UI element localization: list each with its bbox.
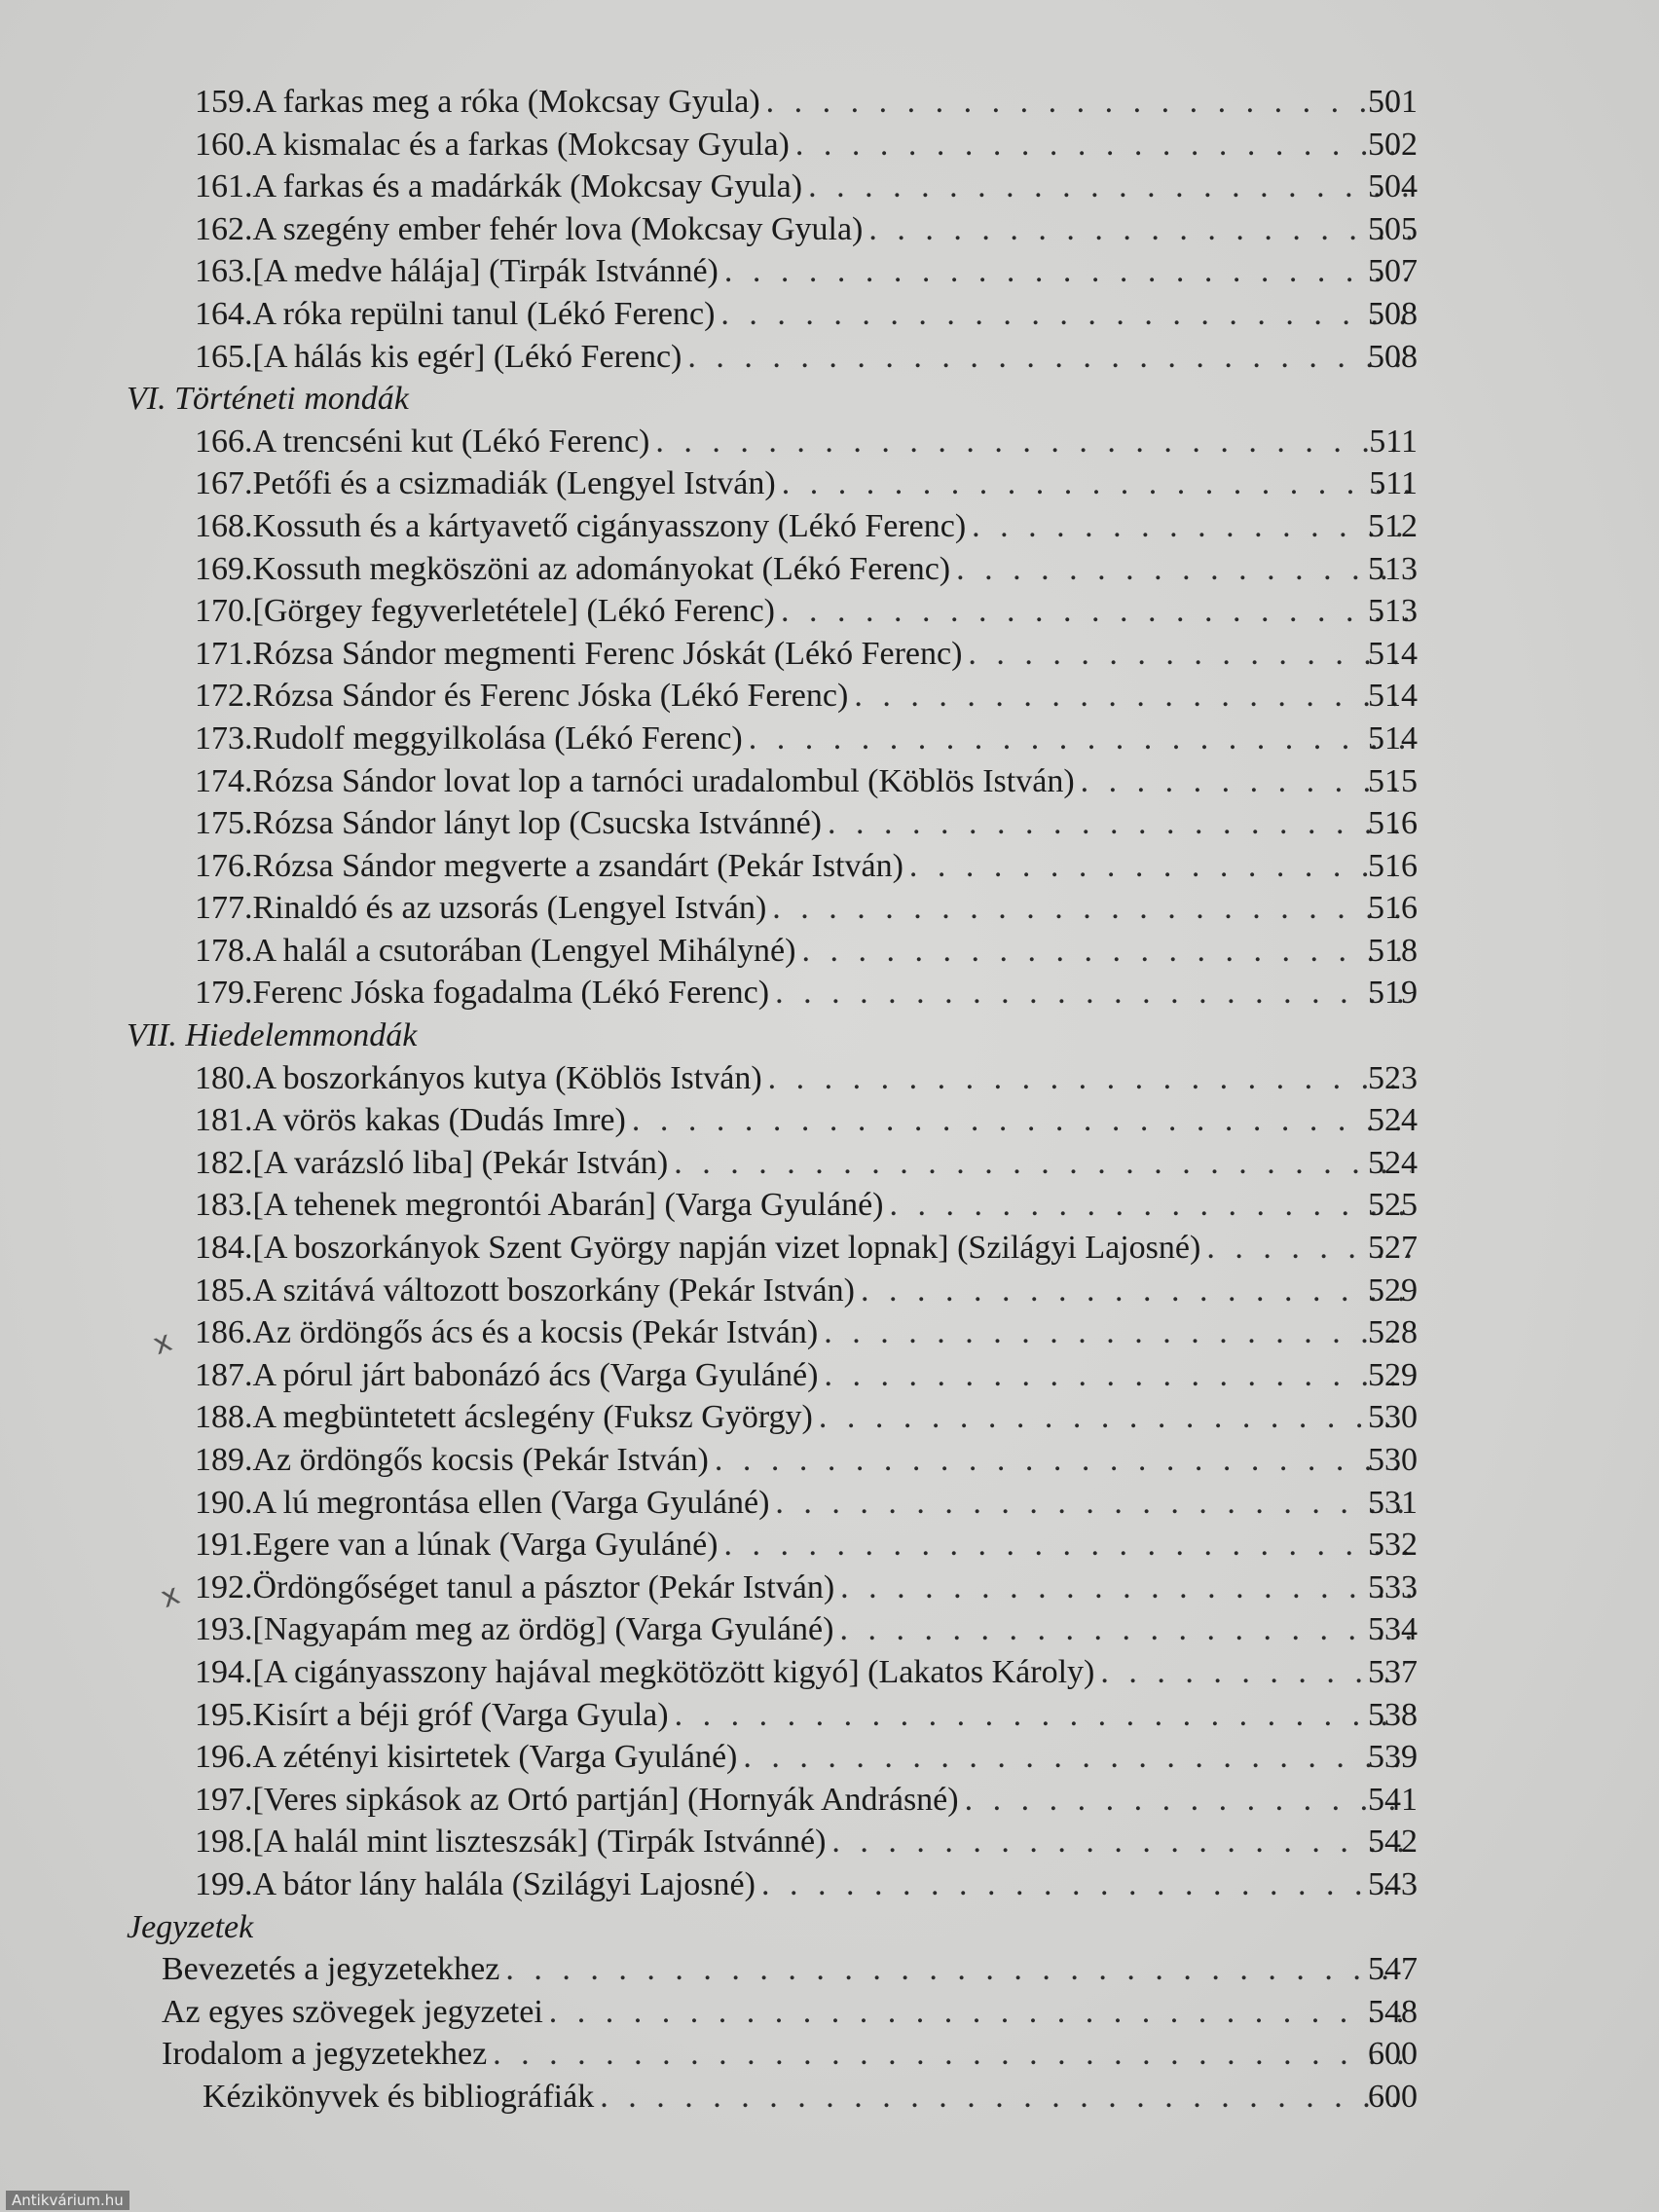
entry-title: A pórul járt babonázó ács (Varga Gyuláné) <box>252 1356 819 1393</box>
toc-entry <box>0 1482 1417 1525</box>
dot-leader <box>824 1311 1411 1354</box>
dot-leader <box>909 845 1411 888</box>
entry-number: 191. <box>195 1527 253 1564</box>
page-number: 513 <box>1368 550 1418 587</box>
toc-entry <box>0 1184 1417 1227</box>
entry-number: 177. <box>195 890 253 927</box>
toc-entry <box>0 1524 1417 1567</box>
entry-title: [A boszorkányok Szent György napján vizet lopnak] (Szilágyi Lajosné) <box>252 1230 1201 1267</box>
entry-number: 161. <box>195 168 253 205</box>
page-number: 528 <box>1368 1314 1418 1351</box>
toc-entry <box>0 2076 1417 2119</box>
entry-title: A vörös kakas (Dudás Imre) <box>252 1102 626 1139</box>
entry-number: 194. <box>195 1653 253 1690</box>
toc-entry <box>0 1948 1417 1991</box>
entry-title: [A halál mint liszteszsák] (Tirpák Istvánné) <box>252 1824 827 1861</box>
entry-number: 166. <box>195 423 253 460</box>
entry-number: 179. <box>195 975 253 1012</box>
entry-title: A farkas és a madárkák (Mokcsay Gyula) <box>252 168 803 205</box>
entry-title: A lú megrontása ellen (Varga Gyuláné) <box>252 1484 770 1521</box>
page-number: 532 <box>1368 1527 1418 1564</box>
toc-entry <box>0 1311 1417 1354</box>
toc-entry <box>0 2033 1417 2076</box>
toc-entry <box>0 1779 1417 1822</box>
entry-number: 185. <box>195 1272 253 1309</box>
toc-entry <box>0 1396 1417 1439</box>
entry-number: 168. <box>195 507 253 544</box>
toc-entry <box>0 590 1417 633</box>
entry-number: 171. <box>195 635 253 672</box>
dot-leader <box>828 802 1411 845</box>
page-number: 511 <box>1369 465 1418 502</box>
entry-number: 198. <box>195 1824 253 1861</box>
page-number: 548 <box>1368 1993 1418 2030</box>
entry-number: 189. <box>195 1442 253 1478</box>
dot-leader <box>819 1396 1411 1439</box>
entry-title: Ferenc Jóska fogadalma (Lékó Ferenc) <box>252 975 770 1012</box>
entry-number: 162. <box>195 210 253 247</box>
entry-title: A halál a csutorában (Lengyel Mihályné) <box>252 932 796 969</box>
entry-number: 182. <box>195 1144 253 1181</box>
entry-title: Bevezetés a jegyzetekhez <box>162 1951 500 1988</box>
page-number: 507 <box>1368 253 1418 290</box>
toc-entry <box>0 166 1417 208</box>
entry-title: Rózsa Sándor lányt lop (Csucska Istvánné) <box>252 805 822 842</box>
page-number: 600 <box>1368 2078 1418 2115</box>
entry-title: [Veres sipkások az Ortó partján] (Hornyák Andrásné) <box>252 1781 959 1818</box>
page-number: 516 <box>1368 890 1418 927</box>
entry-title: A megbüntetett ácslegény (Fuksz György) <box>252 1399 813 1436</box>
entry-number: 163. <box>195 253 253 290</box>
dot-leader <box>972 505 1411 548</box>
entry-number: 188. <box>195 1399 253 1436</box>
toc-entry <box>0 930 1417 973</box>
entry-title: Rózsa Sándor és Ferenc Jóska (Lékó Ferenc) <box>252 678 849 715</box>
pen-mark-186: x <box>148 1324 177 1362</box>
toc-entry <box>0 505 1417 548</box>
dot-leader <box>781 590 1411 633</box>
toc-entry <box>0 1439 1417 1482</box>
dot-leader <box>674 1142 1411 1185</box>
toc-entry <box>0 1354 1417 1397</box>
dot-leader <box>743 1736 1411 1779</box>
dot-leader <box>549 1991 1411 2034</box>
entry-title: [A hálás kis egér] (Lékó Ferenc) <box>252 338 682 375</box>
page-number: 541 <box>1368 1781 1418 1818</box>
page-number: 542 <box>1368 1824 1418 1861</box>
page-number: 533 <box>1368 1568 1418 1605</box>
dot-leader <box>889 1184 1411 1227</box>
section-heading <box>0 378 1659 421</box>
page-number: 531 <box>1368 1484 1418 1521</box>
entry-number: 164. <box>195 295 253 332</box>
dot-leader <box>600 2076 1411 2119</box>
pen-mark-192: x <box>156 1577 185 1615</box>
entry-title: [A cigányasszony hajával megkötözött kigyó] (Lakatos Károly) <box>252 1653 1095 1690</box>
page-number: 514 <box>1368 635 1418 672</box>
entry-number: 169. <box>195 550 253 587</box>
toc-entry <box>0 1651 1417 1694</box>
source-watermark: Antikvárium.hu <box>6 2191 129 2210</box>
toc-entry <box>0 1608 1417 1651</box>
toc-entry <box>0 1057 1417 1100</box>
page-number: 530 <box>1368 1399 1418 1436</box>
dot-leader <box>505 1948 1411 1991</box>
page-number: 543 <box>1368 1865 1418 1902</box>
page-number: 547 <box>1368 1951 1418 1988</box>
entry-title: Az ördöngős ács és a kocsis (Pekár István) <box>252 1314 819 1351</box>
entry-title: A trencséni kut (Lékó Ferenc) <box>252 423 650 460</box>
page-number: 511 <box>1369 423 1418 460</box>
dot-leader <box>724 250 1411 293</box>
page-number: 525 <box>1368 1187 1418 1224</box>
entry-number: 196. <box>195 1739 253 1776</box>
entry-title: Az ördöngős kocsis (Pekár István) <box>252 1442 709 1478</box>
entry-title: A boszorkányos kutya (Köblös István) <box>252 1059 762 1096</box>
page-number: 537 <box>1368 1653 1418 1690</box>
toc-entry <box>0 675 1417 718</box>
entry-number: 190. <box>195 1484 253 1521</box>
dot-leader <box>775 1482 1411 1525</box>
page-number: 518 <box>1368 932 1418 969</box>
entry-number: 187. <box>195 1356 253 1393</box>
section-title: VII. Hiedelemmondák <box>127 1017 418 1054</box>
dot-leader <box>655 421 1411 463</box>
toc-entry <box>0 208 1417 251</box>
page-number: 529 <box>1368 1356 1418 1393</box>
page-number: 512 <box>1368 507 1418 544</box>
page-number: 538 <box>1368 1696 1418 1733</box>
toc-entry <box>0 1567 1417 1609</box>
table-of-contents <box>0 81 1659 2119</box>
entry-number: 160. <box>195 126 253 163</box>
entry-title: A kismalac és a farkas (Mokcsay Gyula) <box>252 126 790 163</box>
page-number: 514 <box>1368 678 1418 715</box>
entry-title: Irodalom a jegyzetekhez <box>162 2036 488 2073</box>
toc-entry <box>0 802 1417 845</box>
dot-leader <box>795 124 1411 166</box>
entry-title: [A varázsló liba] (Pekár István) <box>252 1144 669 1181</box>
toc-entry <box>0 1736 1417 1779</box>
toc-entry <box>0 462 1417 505</box>
toc-entry <box>0 1991 1417 2034</box>
dot-leader <box>868 208 1411 251</box>
dot-leader <box>675 1694 1411 1737</box>
entry-title: A zétényi kisirtetek (Varga Gyuláné) <box>252 1739 738 1776</box>
entry-title: A szitává változott boszorkány (Pekár István) <box>252 1272 855 1309</box>
page-number: 502 <box>1368 126 1418 163</box>
page-number: 600 <box>1368 2036 1418 2073</box>
entry-number: 186. <box>195 1314 253 1351</box>
toc-entry <box>0 972 1417 1014</box>
entry-number: 175. <box>195 805 253 842</box>
page-number: 516 <box>1368 805 1418 842</box>
entry-number: 167. <box>195 465 253 502</box>
toc-entry <box>0 124 1417 166</box>
dot-leader <box>801 930 1411 973</box>
entry-title: [Nagyapám meg az ördög] (Varga Gyuláné) <box>252 1611 834 1648</box>
entry-title: Kossuth megköszöni az adományokat (Lékó Ferenc) <box>252 550 951 587</box>
page-number: 508 <box>1368 295 1418 332</box>
entry-title: Petőfi és a csizmadiák (Lengyel István) <box>252 465 776 502</box>
toc-entry <box>0 1270 1417 1312</box>
section-title: VI. Történeti mondák <box>127 381 409 418</box>
dot-leader <box>1081 760 1411 803</box>
toc-entry <box>0 81 1417 124</box>
page-number: 514 <box>1368 719 1418 756</box>
entry-number: 192. <box>195 1568 253 1605</box>
page-number: 504 <box>1368 168 1418 205</box>
dot-leader <box>956 548 1411 591</box>
toc-entry <box>0 336 1417 379</box>
entry-number: 178. <box>195 932 253 969</box>
toc-entry <box>0 293 1417 336</box>
toc-entry <box>0 1099 1417 1142</box>
toc-entry <box>0 760 1417 803</box>
page-number: 501 <box>1368 84 1418 120</box>
dot-leader <box>854 675 1411 718</box>
entry-number: 173. <box>195 719 253 756</box>
toc-entry <box>0 1227 1417 1270</box>
dot-leader <box>824 1354 1411 1397</box>
entry-title: Rinaldó és az uzsorás (Lengyel István) <box>252 890 767 927</box>
toc-entry <box>0 845 1417 888</box>
dot-leader <box>720 293 1411 336</box>
entry-number: 174. <box>195 762 253 799</box>
toc-entry <box>0 887 1417 930</box>
page-number: 519 <box>1368 975 1418 1012</box>
entry-title: Rózsa Sándor lovat lop a tarnóci uradalombul (Köblös István) <box>252 762 1075 799</box>
entry-title: Az egyes szövegek jegyzetei <box>162 1993 543 2030</box>
page-number: 516 <box>1368 847 1418 884</box>
dot-leader <box>724 1524 1412 1567</box>
entry-number: 181. <box>195 1102 253 1139</box>
section-title: Jegyzetek <box>127 1908 254 1945</box>
dot-leader <box>715 1439 1411 1482</box>
toc-entry <box>0 250 1417 293</box>
entry-number: 159. <box>195 84 253 120</box>
page-number: 530 <box>1368 1442 1418 1478</box>
dot-leader <box>965 1779 1411 1822</box>
page-number: 523 <box>1368 1059 1418 1096</box>
entry-number: 197. <box>195 1781 253 1818</box>
toc-entry <box>0 1821 1417 1863</box>
dot-leader <box>775 972 1411 1014</box>
entry-title: Ördöngőséget tanul a pásztor (Pekár István) <box>252 1568 835 1605</box>
entry-title: [A tehenek megrontói Abarán] (Varga Gyuláné) <box>252 1187 884 1224</box>
entry-number: 176. <box>195 847 253 884</box>
page-number: 513 <box>1368 593 1418 630</box>
page-number: 515 <box>1368 762 1418 799</box>
toc-entry <box>0 718 1417 760</box>
dot-leader <box>766 81 1411 124</box>
entry-number: 172. <box>195 678 253 715</box>
page-number: 527 <box>1368 1230 1418 1267</box>
dot-leader <box>632 1099 1411 1142</box>
entry-number: 170. <box>195 593 253 630</box>
entry-title: Rudolf meggyilkolása (Lékó Ferenc) <box>252 719 743 756</box>
entry-title: [A medve hálája] (Tirpák Istvánné) <box>252 253 719 290</box>
dot-leader <box>831 1821 1411 1863</box>
toc-entry <box>0 1142 1417 1185</box>
entry-title: Egere van a lúnak (Varga Gyuláné) <box>252 1527 719 1564</box>
entry-number: 184. <box>195 1230 253 1267</box>
dot-leader <box>493 2033 1411 2076</box>
dot-leader <box>761 1863 1411 1906</box>
dot-leader <box>839 1608 1411 1651</box>
entry-number: 180. <box>195 1059 253 1096</box>
page-number: 524 <box>1368 1102 1418 1139</box>
dot-leader <box>782 462 1411 505</box>
entry-title: Kossuth és a kártyavető cigányasszony (Lékó Ferenc) <box>252 507 967 544</box>
dot-leader <box>749 718 1411 760</box>
entry-title: Rózsa Sándor megmenti Ferenc Jóskát (Lékó Ferenc) <box>252 635 963 672</box>
entry-number: 195. <box>195 1696 253 1733</box>
section-heading <box>0 1906 1659 1949</box>
toc-entry <box>0 633 1417 676</box>
section-heading <box>0 1014 1659 1057</box>
dot-leader <box>968 633 1411 676</box>
entry-title: A farkas meg a róka (Mokcsay Gyula) <box>252 84 760 120</box>
toc-entry <box>0 421 1417 463</box>
entry-number: 199. <box>195 1865 253 1902</box>
dot-leader <box>772 887 1411 930</box>
entry-number: 183. <box>195 1187 253 1224</box>
page-number: 508 <box>1368 338 1418 375</box>
page-number: 524 <box>1368 1144 1418 1181</box>
entry-title: [Görgey fegyverletétele] (Lékó Ferenc) <box>252 593 775 630</box>
toc-entry <box>0 1694 1417 1737</box>
dot-leader <box>687 336 1411 379</box>
entry-title: A szegény ember fehér lova (Mokcsay Gyula) <box>252 210 864 247</box>
page-number: 534 <box>1368 1611 1418 1648</box>
entry-number: 165. <box>195 338 253 375</box>
page-number: 505 <box>1368 210 1418 247</box>
page-number: 539 <box>1368 1739 1418 1776</box>
entry-title: Rózsa Sándor megverte a zsandárt (Pekár István) <box>252 847 903 884</box>
entry-title: A bátor lány halála (Szilágyi Lajosné) <box>252 1865 756 1902</box>
dot-leader <box>768 1057 1411 1100</box>
page-number: 529 <box>1368 1272 1418 1309</box>
toc-entry <box>0 548 1417 591</box>
dot-leader <box>840 1567 1411 1609</box>
dot-leader <box>808 166 1411 208</box>
entry-title: A róka repülni tanul (Lékó Ferenc) <box>252 295 716 332</box>
toc-entry <box>0 1863 1417 1906</box>
entry-title: Kézikönyvek és bibliográfiák <box>203 2078 595 2115</box>
dot-leader <box>861 1270 1411 1312</box>
entry-number: 193. <box>195 1611 253 1648</box>
entry-title: Kisírt a béji gróf (Varga Gyula) <box>252 1696 669 1733</box>
